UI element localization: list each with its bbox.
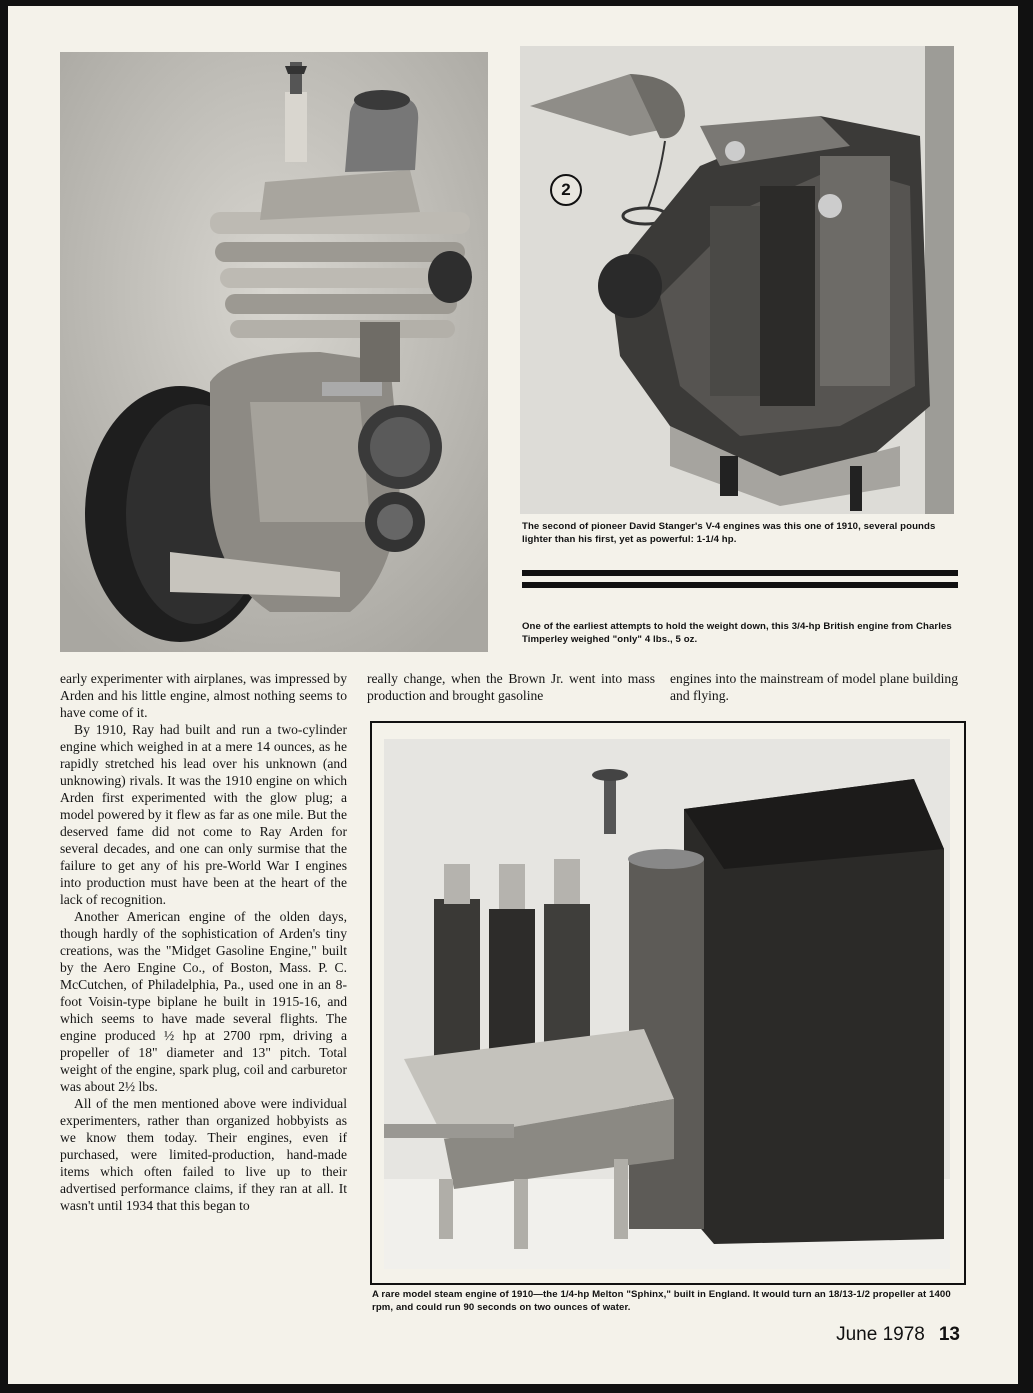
article-column-2 bbox=[367, 670, 655, 704]
v4-engine-caption: The second of pioneer David Stanger's V-4 engines was this one of 1910, several pounds lighter than his first, yet as powerful: 1-1/4 hp. bbox=[522, 521, 936, 545]
steam-engine-photo bbox=[384, 739, 950, 1269]
page-footer bbox=[836, 1324, 960, 1346]
photo-number-marker: 2 bbox=[550, 174, 582, 206]
steam-engine-photo-frame bbox=[370, 721, 966, 1285]
paragraph-col2: really change, when the Brown Jr. went into mass production and brought gasoline bbox=[367, 671, 655, 703]
paragraph-1: early experimenter with airplanes, was impressed by Arden and his little engine, almost nothing seems to have come of it. bbox=[60, 671, 347, 720]
divider-thick-2 bbox=[522, 582, 958, 588]
paragraph-3: Another American engine of the olden days, though hardly of the sophistication of Arden's tiny creations, was the "Midget Gasoline Engine," built by the Aero Engine Co., of Boston, Mass. P. C. McCutchen, of Philadelphia, Pa., used one in an 8-foot Voisin-type biplane he built in 1915-16, and which seems to have made several flights. The engine produced ½ hp at 2700 rpm, driving a propeller of 18" diameter and 13" pitch. Total weight of the engine, spark plug, coil and carburetor was about 2½ lbs. bbox=[60, 909, 347, 1094]
article-column-3 bbox=[670, 670, 958, 704]
engine-photo-flight bbox=[60, 52, 488, 652]
paragraph-col3: engines into the mainstream of model plane building and flying. bbox=[670, 671, 958, 703]
magazine-page bbox=[8, 6, 1018, 1384]
v4-engine-photo bbox=[520, 46, 954, 514]
page-number: 13 bbox=[938, 1324, 960, 1345]
british-engine-caption: One of the earliest attempts to hold the weight down, this 3/4-hp British engine from Charles Timperley weighed "only" 4 lbs., 5 oz. bbox=[522, 621, 952, 645]
paragraph-4: All of the men mentioned above were individual experimenters, rather than organized hobbyists as we know them today. Their engines, even if purchased, were limited-production, hand-made items which often failed to live up to their advertised performance claims, if they ran at all. It wasn't until 1934 that this began to bbox=[60, 1096, 347, 1213]
steam-engine-caption: A rare model steam engine of 1910—the 1/4-hp Melton "Sphinx," built in England. It would turn an 18/13-1/2 propeller at 1400 rpm, and could run 90 seconds on two ounces of water. bbox=[372, 1289, 951, 1313]
article-column-1 bbox=[60, 670, 347, 1214]
divider-thick-1 bbox=[522, 570, 958, 576]
issue-date: June 1978 bbox=[836, 1324, 925, 1345]
paragraph-2: By 1910, Ray had built and run a two-cylinder engine which weighed in at a mere 14 ounces, as he rapidly stretched his lead over his unknown (and unknowing) rivals. It was the 1910 engine on which Arden first experimented with the glow plug; a model powered by it flew as far as one mile. But the deserved fame did not come to Ray Arden for several decades, and one can only surmise that the failure to get any of his pre-World War I engines into production must have been at the heart of the lack of recognition. bbox=[60, 722, 347, 907]
